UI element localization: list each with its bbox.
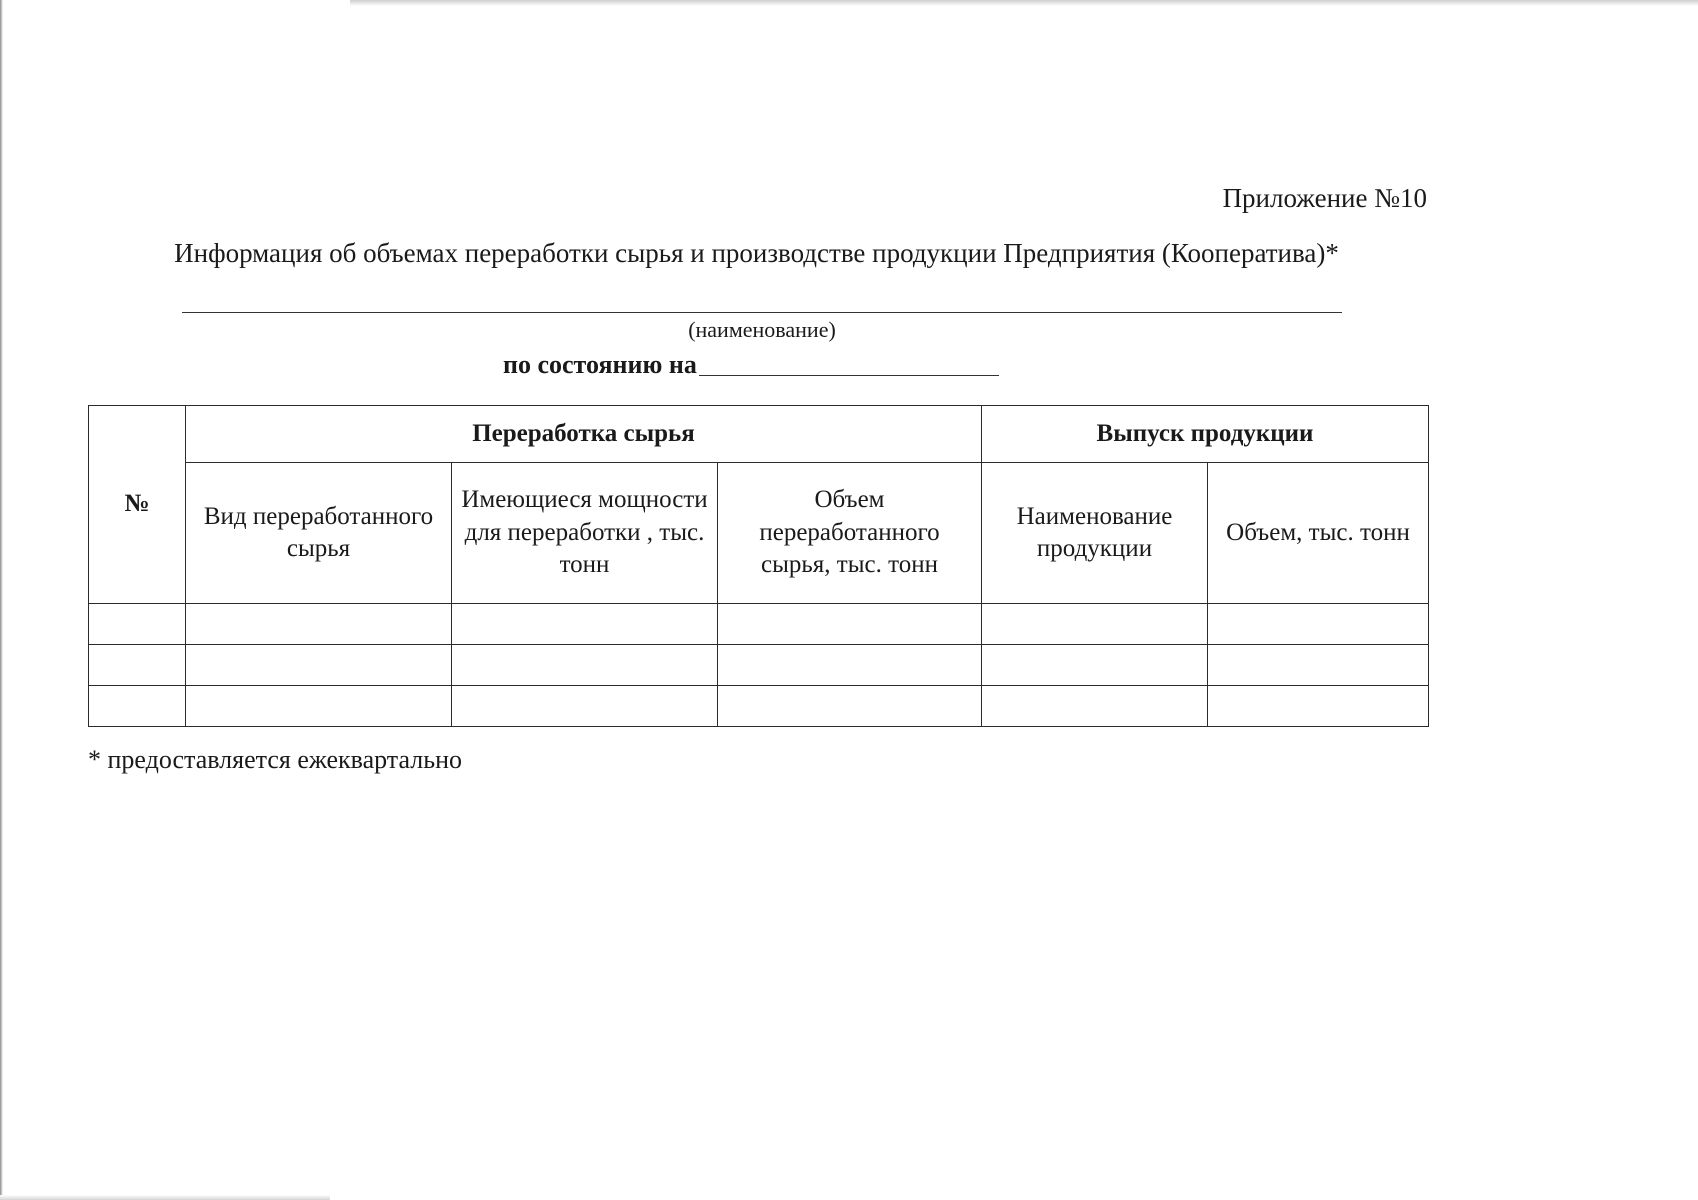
header-processed-volume: Объем переработанного сырья, тыс. тонн	[718, 463, 982, 604]
as-of-blank-line[interactable]	[699, 375, 999, 376]
table-cell[interactable]	[452, 686, 718, 727]
table-cell[interactable]	[718, 686, 982, 727]
table-cell[interactable]	[982, 645, 1208, 686]
table-row	[89, 645, 1429, 686]
table-cell[interactable]	[186, 645, 452, 686]
scan-edge-left	[0, 0, 3, 1200]
scan-edge-bottom	[0, 1195, 330, 1200]
header-capacity: Имеющиеся мощности для переработки , тыс. тонн	[452, 463, 718, 604]
table-cell[interactable]	[982, 604, 1208, 645]
table-cell[interactable]	[89, 686, 186, 727]
header-group-output: Выпуск продукции	[982, 406, 1429, 463]
table-cell[interactable]	[186, 686, 452, 727]
header-group-processing: Переработка сырья	[186, 406, 982, 463]
table-body	[89, 604, 1429, 727]
header-raw-type: Вид переработанного сырья	[186, 463, 452, 604]
header-number: №	[89, 406, 186, 604]
table-cell[interactable]	[718, 645, 982, 686]
table-cell[interactable]	[89, 604, 186, 645]
table-cell[interactable]	[452, 604, 718, 645]
appendix-number: Приложение №10	[1222, 183, 1427, 213]
table-row	[89, 604, 1429, 645]
table-row	[89, 686, 1429, 727]
scan-edge-top	[350, 0, 1698, 6]
as-of-label: по состоянию на	[503, 350, 697, 379]
document-title: Информация об объемах переработки сырья и производстве продукции Предприятия (Кооператива)*	[174, 238, 1339, 268]
header-product-name: Наименование продукции	[982, 463, 1208, 604]
table-cell[interactable]	[982, 686, 1208, 727]
name-blank-line[interactable]	[182, 312, 1342, 313]
table-cell[interactable]	[1208, 686, 1429, 727]
header-product-volume: Объем, тыс. тонн	[1208, 463, 1429, 604]
table-cell[interactable]	[718, 604, 982, 645]
table-cell[interactable]	[1208, 645, 1429, 686]
table-cell[interactable]	[89, 645, 186, 686]
report-table	[88, 405, 1429, 727]
table-cell[interactable]	[186, 604, 452, 645]
table-cell[interactable]	[1208, 604, 1429, 645]
table-cell[interactable]	[452, 645, 718, 686]
as-of-date	[503, 350, 999, 380]
footnote: * предоставляется ежеквартально	[88, 745, 462, 774]
name-caption: (наименование)	[688, 317, 836, 342]
